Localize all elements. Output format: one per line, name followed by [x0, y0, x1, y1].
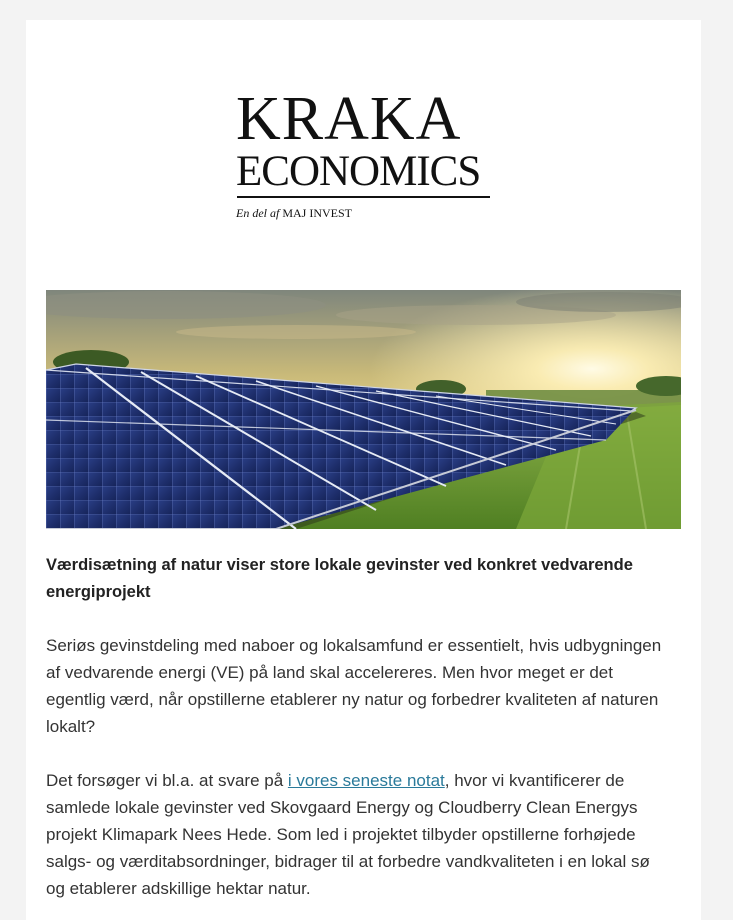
paragraph-2-body: , hvor vi kvantificerer de samlede lokale gevinster ved Skovgaard Energy og Cloudberry Clean Energys projekt Klimapark Nees Hede. Som led i projektet tilbyder opstillerne forhøjede salgs- og værditabsordninger, bidrager til at forbedre vandkvaliteten i en lokal sø og etablerer adskillige hektar natur.: [46, 771, 650, 898]
latest-note-link[interactable]: i vores seneste notat: [287, 771, 445, 790]
logo-wordmark-kraka: KRAKA: [236, 85, 462, 153]
logo-divider: [237, 196, 490, 198]
logo-tagline-brand: MAJ INVEST: [282, 206, 352, 220]
kraka-economics-logo[interactable]: [236, 85, 492, 228]
newsletter-card: [26, 20, 701, 920]
logo-tagline-prefix: En del af: [236, 206, 280, 220]
article-headline: Værdisætning af natur viser store lokale gevinster ved konkret vedvarende energiprojekt: [46, 556, 633, 601]
article-paragraph-1: Seriøs gevinstdeling med naboer og lokalsamfund er essentielt, hvis udbygningen af vedvarende energi (VE) på land skal accelereres. Men hvor meget er det egentlig værd, når opstillerne etablerer ny natur og forbedrer kvaliteten af naturen lokalt?: [46, 636, 662, 736]
hero-image-solar-panels[interactable]: [46, 290, 681, 529]
logo-tagline: [236, 206, 352, 221]
logo-wordmark-economics: ECONOMICS: [236, 148, 481, 195]
article-paragraph-2: [46, 767, 666, 902]
paragraph-2-intro: Det forsøger vi bl.a. at svare på: [46, 771, 288, 790]
